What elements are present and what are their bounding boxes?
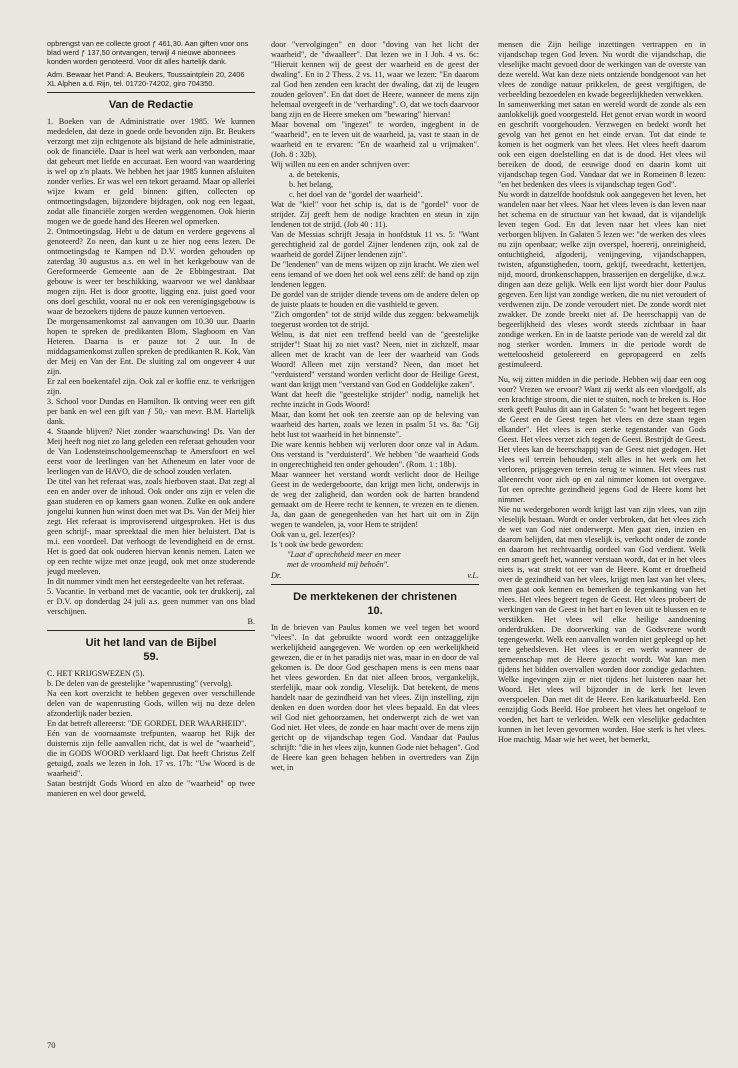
verse-line: met de vroomheid mij behoên". bbox=[287, 560, 390, 569]
page-number: 70 bbox=[47, 1040, 56, 1050]
column-middle bbox=[271, 40, 479, 1048]
column-left bbox=[47, 40, 255, 1048]
merk-paragraph: mensen die Zijn heilige inzettingen vertrappen en in vijandschap tegen God leven. Nu wordt die vijandschap, die vleselijke macht gevoed door de werkingen van de overste van deze wereld. Wat kan deze niets ontziende bondgenoot van het vlees de zondige natuur prikkelen, de geest vergiftigen, de verbeelding bezoedelen en kwade begeerlijkheden verwekken. bbox=[498, 40, 706, 99]
gordel-paragraph: Is 't ook úw bede geworden: bbox=[271, 540, 364, 549]
bijbel-paragraph: C. HET KRIJGSWEZEN (5). bbox=[47, 668, 145, 678]
merk-paragraph: Nu wordt in datzelfde hoofdstuk ook aangegeven het leven, het wandelen naar het vlees. Naar het vlees leven is dan leven naar het schema en de structuur van het kwaad, dat is vijandelijk leven tegen God. En dat leven naar het vlees kan niet verborgen blijven. In Galaten 5 lezen we: "de werken des vlees nu zijn openbaar; welke zijn overspel, hoererij, onreinigheid, ontuchtigheid, afgoderij, venijngeving, vijandschappen, twisten, afgunstigheden, toorn, gekijf, tweedracht, ketterijen, nijd, moord, dronkenschappen, brasserijen en dergelijke, d.w.z. dingen aan deze gelijk. Welk een lijst wordt hier door Paulus gegeven. Een lijst van zondige werken, die nu niet veroudert of verdwenen zijn. De zonde veroudert niet. De zonde wordt niet zwakker. De zonde breekt niet af. De heerschappij van de begeerlijkheid des vleses wordt steeds zichtbaar in haar zondige werken. En in de laatste periode van de wereld zal dit nog sterker worden. Immers in die periode wordt de wetteloosheid getolereerd en gepropageerd en zelfs gestimuleerd. bbox=[498, 190, 706, 369]
merk-heading bbox=[271, 585, 479, 623]
gordel-paragraph: Wij willen nu een en ander schrijven over: bbox=[271, 160, 411, 169]
redactie-paragraph: 1. Boeken van de Administratie over 1985. We kunnen mededelen, dat deze in goede orde bevonden zijn. Br. Beukers verzorgt met zijn echtgenote als bijstand de hele administratie, ook de financiële. Daar is heel wat werk aan verbonden, maar dat gebeurt met liefde en accuraat. Een woord van waardering is wel op z'n plaats. We hebben het jaar 1985 kunnen afsluiten zonder verlies. Er was wel een tekort geraamd. Maar op allerlei wijze kwam er geld binnen: giften, collecten op ontmoetingsdagen, bijzondere bijdragen, ook nog een legaat, zodat alle financiële zorgen werden weggenomen. Ook hierin mogen we de goede hand des Heeren wel opmerken. bbox=[47, 117, 255, 227]
bijbel-paragraph: b. De delen van de geestelijke "wapenrusting" (vervolg). bbox=[47, 678, 233, 688]
bijbel-heading bbox=[47, 631, 255, 669]
merk-paragraph: In samenwerking met satan en wereld wordt de zonde als een aanlokkelijk goed voorgesteld. Het genot ervan wordt in woord en geschrift voorgehouden. Verzwegen en bedekt wordt het gevolg van het genot en het einde ervan. Tot dat einde te komen is het oogmerk van het vlees. Het vlees heeft daarom ook een eigen doelstelling en dat is de dood. Het vlees wil bereiken de dood, de eeuwige dood en daarin komt uit vijandschap tegen God. Vandaar dat we in Romeinen 8 lezen: "en het bedenken des vlees is vijandschap tegen God". bbox=[498, 100, 706, 189]
gordel-paragraph: Welnu, is dat niet een treffend beeld van de "geestelijke strijder"! Staat hij zo niet vast? Neen, niet in zichzelf, maar alleen met de kracht van de leer der waarheid van Gods Woord! Alleen met zijn verstand? Neen, dan moet het "verduisterd" verstand worden verlicht door de Heilige Geest, want dan krijgt men "verstand van God en Goddelijke zaken". bbox=[271, 330, 479, 389]
gordel-paragraph: Want dat heeft die "geestelijke strijder" nodig, namelijk het rechte inzicht in Gods Woord! bbox=[271, 390, 479, 409]
gordel-paragraph: "Zich omgorden" tot de strijd wilde dus zeggen: bekwamelijk toegerust worden tot de strijd. bbox=[271, 310, 479, 329]
gordel-paragraph: Ook van u, gel. lezer(es)? bbox=[271, 530, 356, 539]
bijbel-title: Uit het land van de Bijbel bbox=[85, 637, 217, 650]
signature-right: v.L. bbox=[467, 571, 479, 580]
redactie-paragraph: Er zal een boekentafel zijn. Ook zal er koffie enz. te verkrijgen zijn. bbox=[47, 377, 255, 397]
signature-left: Dr. bbox=[271, 571, 282, 580]
gordel-paragraph: De "lendenen" van de mens wijzen op zijn kracht. We zien wel eens iemand of we doen het ook wel eens zélf: de hand op zijn lendenen leggen. bbox=[271, 260, 479, 289]
redactie-paragraph: De morgensamenkomst zal aanvangen om 10.30 uur. Daarin hopen te spreken de predikanten Blom, Slagboom en Van Heteren. Daarna is er pauze tot 2 uur. In de middagsamenkomst zullen spreken de predikanten R. Kok, Van der Meij en Van der Ent. De sluiting zal om ongeveer 4 uur zijn. bbox=[47, 317, 255, 377]
admin-address: Adm. Bewaar het Pand: A. Beukers, Toussaintplein 20, 2406 XL Alphen a.d. Rijn, tel. 01720-74202, giro 704350. bbox=[47, 69, 245, 88]
gordel-paragraph: De gordel van de strijder diende tevens om de andere delen op de juiste plaats te houden en die vasthield te geven. bbox=[271, 290, 479, 309]
redactie-signature: B. bbox=[247, 617, 255, 627]
author-signature bbox=[271, 571, 479, 580]
bijbel-paragraph: Na een kort overzicht te hebben gegeven over verschillende delen van de wapenrusting Gods, willen wij nu deze delen afzonderlijk nader bezien. bbox=[47, 688, 255, 718]
bijbel-number: 59. bbox=[143, 650, 159, 663]
redactie-paragraph: 5. Vacantie. In verband met de vacantie, ook ter drukkerij, zal er D.V. op donderdag 24 juli a.s. geen nummer van ons blad verschijnen. bbox=[47, 587, 255, 617]
gordel-paragraph: Maar wanneer het verstand wordt verlicht door de Heilige Geest in de wedergeboorte, dan krijgt men licht, onderwijs in de weg der zaligheid, dan worden ook de harten brandend gemaakt om de Heere recht te kennen, te vrezen en te dienen. Ja, dan gaan de genegenheden van het hart uit om in Zijn wegen te wandelen, ja, voor Hem te strijden! bbox=[271, 470, 479, 529]
redactie-paragraph: De titel van het referaat was, zoals hierboven staat. Dat zegt al een en ander over de inhoud. Ook onder ons zijn er velen die gaan studeren en op kamers gaan wonen. Zulke en ook andere jongelui kunnen hun winst doen met wat Ds. Van der Meij hier zegt. Het referaat is improviserend uitgesproken. Het is dus geen schrijf-, maar spreektaal die men hier beluistert. Dat is m.i. een voordeel. Dat verhoogt de levendigheid en de ernst. Het is goed dat ook ouderen hiervan kennis nemen. Laten we op een rechte wijze met onze jeugd, ook met onze studerende jeugd meeleven. bbox=[47, 477, 255, 577]
gordel-paragraph: Die ware kennis hebben wij verloren door onze val in Adam. Ons verstand is "verduisterd". We hebben "de waarheid Gods in ongerechtigheid ten onder gehouden". (Rom. 1 : 18b). bbox=[271, 440, 479, 469]
redactie-heading: Van de Redactie bbox=[108, 99, 194, 112]
verse-line: "Laat d' oprechtheid meer en meer bbox=[287, 550, 401, 559]
merk-paragraph: Nu, wij zitten midden in die periode. Hebben wij daar een oog voor? Vrezen we ervoor? Want zij werkt als een vloedgolf, als een krachtige stroom, die niet te stuiten, noch te breken is. Hoe sterk geeft Paulus dit aan in Galaten 5: "want het begeert tegen de Geest en de Geest tegen het vlees en deze staan tegen elkander". Het vlees is een sterke tegenstander van Gods Geest. Het vlees verzet zich tegen de Geest. Bestrijdt de Geest. Het vlees kan de heerschappij van de Geest niet gedogen. Het vlees wil terrein behouden, stelt alles in het werk om het verloren, prijsgegeven terrein terug te winnen. Het vlees rust alleenrecht voor zich op en zal nimmer komen tot overgave. Tot een oprechte gezindheid jegens God de Heere komt het nimmer. bbox=[498, 375, 706, 504]
redactie-paragraph: 4. Staande blijven? Niet zonder waarschuwing! Ds. Van der Meij heeft nog niet zo lang geleden een referaat gehouden voor de Van Lodensteinschoolgemeenschap te Amersfoort en wel eerst voor de leerlingen van het Atheneum en later voor de leerlingen van de HAVO, die de school zouden verlaten. bbox=[47, 427, 255, 477]
gordel-list-item: a. de betekenis, bbox=[289, 170, 340, 179]
collection-note: opbrengst van ee collecte groot ƒ 461,30. Aan giften voor ons blad werd ƒ 137,50 ontvangen, terwijl 4 nieuwe abonnees konden worden genoteerd. Voor dit alles hartelijk dank. bbox=[47, 40, 249, 66]
redactie-paragraph: 2. Ontmoetingsdag. Hebt u de datum en verdere gegevens al genoteerd? Zo neen, dan kunt u ze hier nog eens lezen. De ontmoetingsdag te Kampen nd D.V. worden gehouden op zaterdag 30 augustus a.s. en wel in het kerkgebouw van de Gereformeerde Gemeente aan de 2e Ebbingestraat. Dat gebouw is weer ter beschikking, waarvoor we wel dankbaar mogen zijn. Het is door grootte, ligging enz. juist goed voor ons doel geschikt, vooral nu er ook een verenigingsgebouw is waar de bezoekers tijdens de pauze kunnen vertoeven. bbox=[47, 227, 255, 317]
gordel-paragraph: Wat de "kiel" voor het schip is, dat is de "gordel" voor de strijder. Zij geeft hem de nodige krachten en steun in zijn lendenen tot de strijd. (Job 40 : 11). bbox=[271, 200, 479, 229]
merk-paragraph: In de brieven van Paulus komen we veel tegen het woord "vlees". In dat gebruikte woord wordt een ontzaggelijke werkelijkheid aangegeven. We worden op een werkelijkheid gewezen, die er in het paradijs niet was, maar in en door de val gekomen is. De door God geschapen mens is een mens naar het vlees geworden. En dat niet alleen broos, vergankelijk, sterfelijk, maar ook zondig. Vleselijk. Dat betekent, de mens handelt naar de gezindheid van het vlees. Zijn instelling, zijn denken en doen worden door het vlees bepaald. En dat vlees wil God niet gehoorzamen, het onderwerpt zich de wet van God niet. Het vlees, de zonde en haar macht over de mens zijn gericht op de vijandschap tegen God. Vandaar dat Paulus schrijft: "die in het vlees zijn, kunnen Gode niet behagen". God de Heere kan geen behagen hebben in overtreders van Zijn wet, in bbox=[271, 622, 479, 772]
redactie-paragraph: 3. School voor Dundas en Hamilton. Ik ontving weer een gift per bank en wel een gift van ƒ 50,- van mevr. B.M. Hartelijk dank. bbox=[47, 397, 255, 427]
bijbel-paragraph: En dat betreft allereerst: "DE GORDEL DER WAARHEID". bbox=[47, 718, 247, 728]
bijbel-paragraph: Satan bestrijdt Gods Woord en alzo de "waarheid" op twee manieren en wel door geweld, bbox=[47, 778, 255, 798]
redactie-paragraph: In dit nummer vindt men het eerstegedeelte van het referaat. bbox=[47, 577, 245, 587]
gordel-paragraph: Maar, dan komt het ook ten zeerste aan op de beleving van waarheid des harten, zoals we lezen in psalm 51 vs. 8a: "Gij hebt lust tot waarheid in het binnenste". bbox=[271, 410, 479, 439]
bijbel-paragraph: Eén van de voornaamste trefpunten, waarop het Rijk der duisternis zijn felle aanvallen richt, dat is wel de "waarheid", die in GODS WOORD verklaard ligt. Dat heeft Christus Zelf getuigd, zoals we lezen in Joh. 17 vs. 17b: "Uw Woord is de waarheid". bbox=[47, 728, 255, 778]
merk-paragraph: Nie nu wedergeboren wordt krijgt last van zijn vlees, van zijn vleselijk bestaan. Wordt er onder verbroken, dat het vlees zich de wet van God niet onderwerpt. Men gaat zien, inzien en daarom belijden, dat men vleselijk is, verkocht onder de zonde en daarom het rechtvaardig oordeel van God verdient. Welk een smart geeft het, wanneer verstaan wordt, dat er in het vlees niets is, wat strekt tot eer van de Heere. Komt er droefheid over de gezindheid van het vlees, krijgt men last van het vlees, men gaat ook kennen en bemerken de tegenkanting van het vlees. Het vlees begeert tegen de Geest. Het vlees probeert de werkingen van de Geest in het hart en leven uit te blussen en te verstikken. Het vlees wil elke heilige aandoening onderdrukken. De doorwerking van de Godsvreze wordt tegengewerkt. Welk een aanvallen worden niet gepleegd op het tere gebedsleven. Het vlees is er en werkt wanneer de gemeenschap met de Heere gezocht wordt. Wat kan men tijdens het bidden overvallen worden door zondige gedachten. Welke ingevingen zijn er niet tijdens het luisteren naar het Woord. Het vlees wil bijzonder in de kerk het leven overspoelen. Dan met dit de Heere. Een karikatuurbeeld. Een eenzijdig Gods Beeld. Hoe probeert het vlees het ongeloof te voeden, het hart te verleiden. Welk een vleselijke gedachten kunnen in het leven gevormen worden. Hoe sterk is het vlees. Hoe machtig. Maar wie het weet, het bemerkt, bbox=[498, 505, 706, 744]
gordel-paragraph: door "vervolgingen" en door "doving van het licht der waarheid", de "dwaalleer". Dat lezen we in I Joh. 4 vs. 6c: "Hieruit kennen wij de geest der waarheid en de geest der dwaling". En in 2 Thess. 2 vs. 11, waar we lezen: "En daarom zal God hen zenden een kracht der dwaling, dat zij de leugen zouden geloven". En dat doet de Heere, wanneer de mens zijn helemaal overgeeft in de "verharding". O, dat we toch daarvoor bang zijn en de Heere smeken om "bewaring" hiervan! bbox=[271, 40, 479, 119]
gordel-list-item: b. het belang, bbox=[289, 180, 334, 189]
gordel-paragraph: Van de Messias schrijft Jesaja in hoofdstuk 11 vs. 5: "Want gerechtigheid zal de gordel Zijner lendenen zijn, ook zal de waarheid de gordel Zijner lendenen zijn". bbox=[271, 230, 479, 259]
gordel-list-item: c. het doel van de "gordel der waarheid". bbox=[289, 190, 423, 199]
merk-title: De merktekenen der christenen bbox=[293, 591, 457, 603]
gordel-paragraph: Maar bovenal om "ingezet" te worden, ingegbent in de "waarheid", en te leven uit de waarheid, ja, vast te staan in de waarheid en te ervaren: "En de waarheid zal u vrijmaken". (Joh. 8 : 32b). bbox=[271, 120, 479, 159]
merk-number: 10. bbox=[367, 604, 383, 617]
column-right bbox=[498, 40, 706, 1048]
